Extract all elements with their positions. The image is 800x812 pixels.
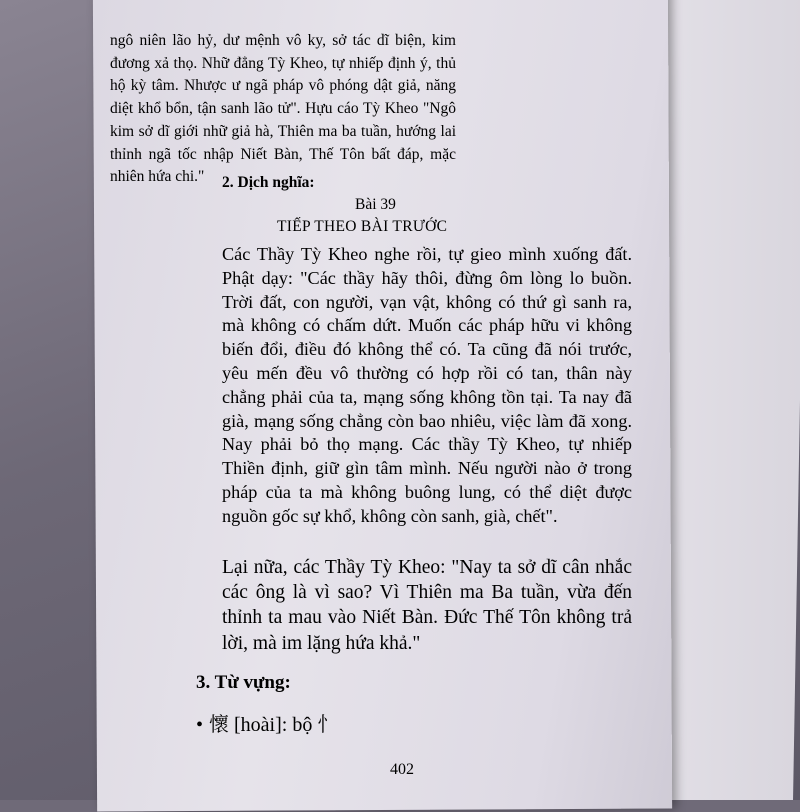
- section-heading-vocabulary: 3. Từ vựng:: [196, 672, 291, 693]
- page-number: 402: [390, 761, 414, 778]
- lesson-title: TIẾP THEO BÀI TRƯỚC: [277, 218, 448, 235]
- vocabulary-entry: 懷 [hoài]: bộ 忄: [209, 714, 338, 736]
- paragraph-sino-vietnamese: ngô niên lão hỷ, dư mệnh vô ky, sở tác dĩ biện, kim đương xả thọ. Nhữ đẳng Tỳ Kheo, tự nhiếp định ý, thủ hộ kỳ tâm. Nhược ư ngã pháp vô phóng dật giả, năng diệt khổ bổn, tận sanh lão tử". Hựu cáo Tỳ Kheo "Ngô kim sở dĩ giới nhữ giả hà, Thiên ma ba tuần, hướng lai thỉnh ngã tốc nhập Niết Bàn, Thế Tôn bất đáp, mặc nhiên hứa chi.": [110, 32, 456, 186]
- paragraph-translation-continued: Lại nữa, các Thầy Tỳ Kheo: "Nay ta sở dĩ cân nhắc các ông là vì sao? Vì Thiên ma Ba tuần, vừa đến thỉnh ta mau vào Niết Bàn. Đức Thế Tôn không trả lời, mà im lặng hứa khả.": [222, 557, 632, 654]
- vocabulary-item: [196, 708, 337, 737]
- section-heading-translation: 2. Dịch nghĩa:: [222, 174, 315, 191]
- paragraph-translation: Các Thầy Tỳ Kheo nghe rồi, tự gieo mình xuống đất. Phật dạy: "Các thầy hãy thôi, đừng ôm lòng lo buồn. Trời đất, con người, vạn vật, không có thứ gì sanh ra, mà không có chấm dứt. Muốn các pháp hữu vi không biến đổi, điều đó không thể có. Ta cũng đã nói trước, yêu mến đều vô thường có hợp rồi có tan, thân này chẳng phải của ta, mạng sống không tồn tại. Ta nay đã già, mạng sống chẳng còn bao nhiêu, việc làm đã xong. Nay phải bỏ thọ mạng. Các thầy Tỳ Kheo, tự nhiếp Thiền định, giữ gìn tâm mình. Nếu người nào ở trong pháp của ta mà không buông lung, có thể diệt được nguồn gốc sự khổ, không còn sanh, già, chết".: [222, 244, 632, 526]
- bullet-icon: •: [196, 714, 204, 736]
- lesson-number: Bài 39: [355, 196, 396, 213]
